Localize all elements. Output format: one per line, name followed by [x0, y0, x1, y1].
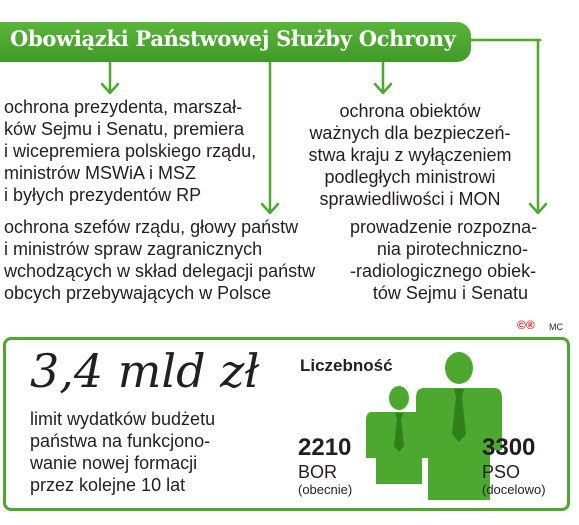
- duty-block-3: [4, 216, 315, 304]
- duty-line: obcych przebywających w Polsce: [4, 283, 272, 303]
- budget-description: [30, 408, 215, 496]
- duty-line: tów Sejmu i Senatu: [372, 283, 528, 303]
- duty-line: ministrów MSWiA i MSZ: [4, 163, 197, 183]
- budget-line: limit wydatków budżetu: [30, 409, 216, 429]
- duty-line: ochrona szefów rządu, głowy państw: [4, 217, 299, 237]
- budget-line: wanie nowej formacji: [30, 453, 198, 473]
- headcount-note: (obecnie): [298, 482, 353, 497]
- duty-line: stwa kraju z wyłączeniem: [308, 145, 512, 165]
- duty-line: nia pirotechniczno-: [376, 239, 528, 259]
- page-title: Obowiązki Państwowej Służby Ochrony: [10, 26, 456, 51]
- duty-line: ochrona prezydenta, marszał-: [4, 97, 243, 117]
- duty-block-1: [4, 96, 256, 206]
- duty-line: i byłych prezydentów RP: [4, 185, 202, 205]
- copyright-symbols: ©®: [517, 318, 535, 332]
- headcount-label: BOR: [298, 462, 338, 482]
- duty-line: podległych ministrowi: [324, 167, 496, 187]
- budget-line: państwa na funkcjono-: [30, 431, 211, 451]
- headcount-note: (docelowo): [482, 482, 546, 497]
- duty-line: sprawiedliwości i MON: [319, 189, 501, 209]
- duty-line: ważnych dla bezpieczeń-: [309, 123, 511, 143]
- headcount-label: PSO: [482, 462, 521, 482]
- headcount-title: Liczebność: [300, 356, 393, 375]
- author-initials: MC: [549, 322, 563, 332]
- duty-line: ków Sejmu i Senatu, premiera: [4, 119, 245, 139]
- budget-line: przez kolejne 10 lat: [30, 475, 186, 495]
- duty-line: -radiologicznego obiek-: [350, 261, 537, 281]
- duty-block-2: [290, 100, 530, 210]
- duty-line: i wicepremiera polskiego rządu,: [4, 141, 257, 161]
- duty-line: i ministrów spraw zagranicznych: [4, 239, 263, 259]
- duty-block-4: [350, 216, 538, 304]
- duty-line: ochrona obiektów: [339, 101, 481, 121]
- headcount-number: 2210: [298, 434, 352, 461]
- duty-line: prowadzenie rozpozna-: [350, 217, 538, 237]
- budget-amount: 3,4 mld zł: [30, 344, 260, 398]
- headcount-number: 3300: [482, 434, 536, 461]
- duty-line: wchodzących w skład delegacji państw: [4, 261, 316, 281]
